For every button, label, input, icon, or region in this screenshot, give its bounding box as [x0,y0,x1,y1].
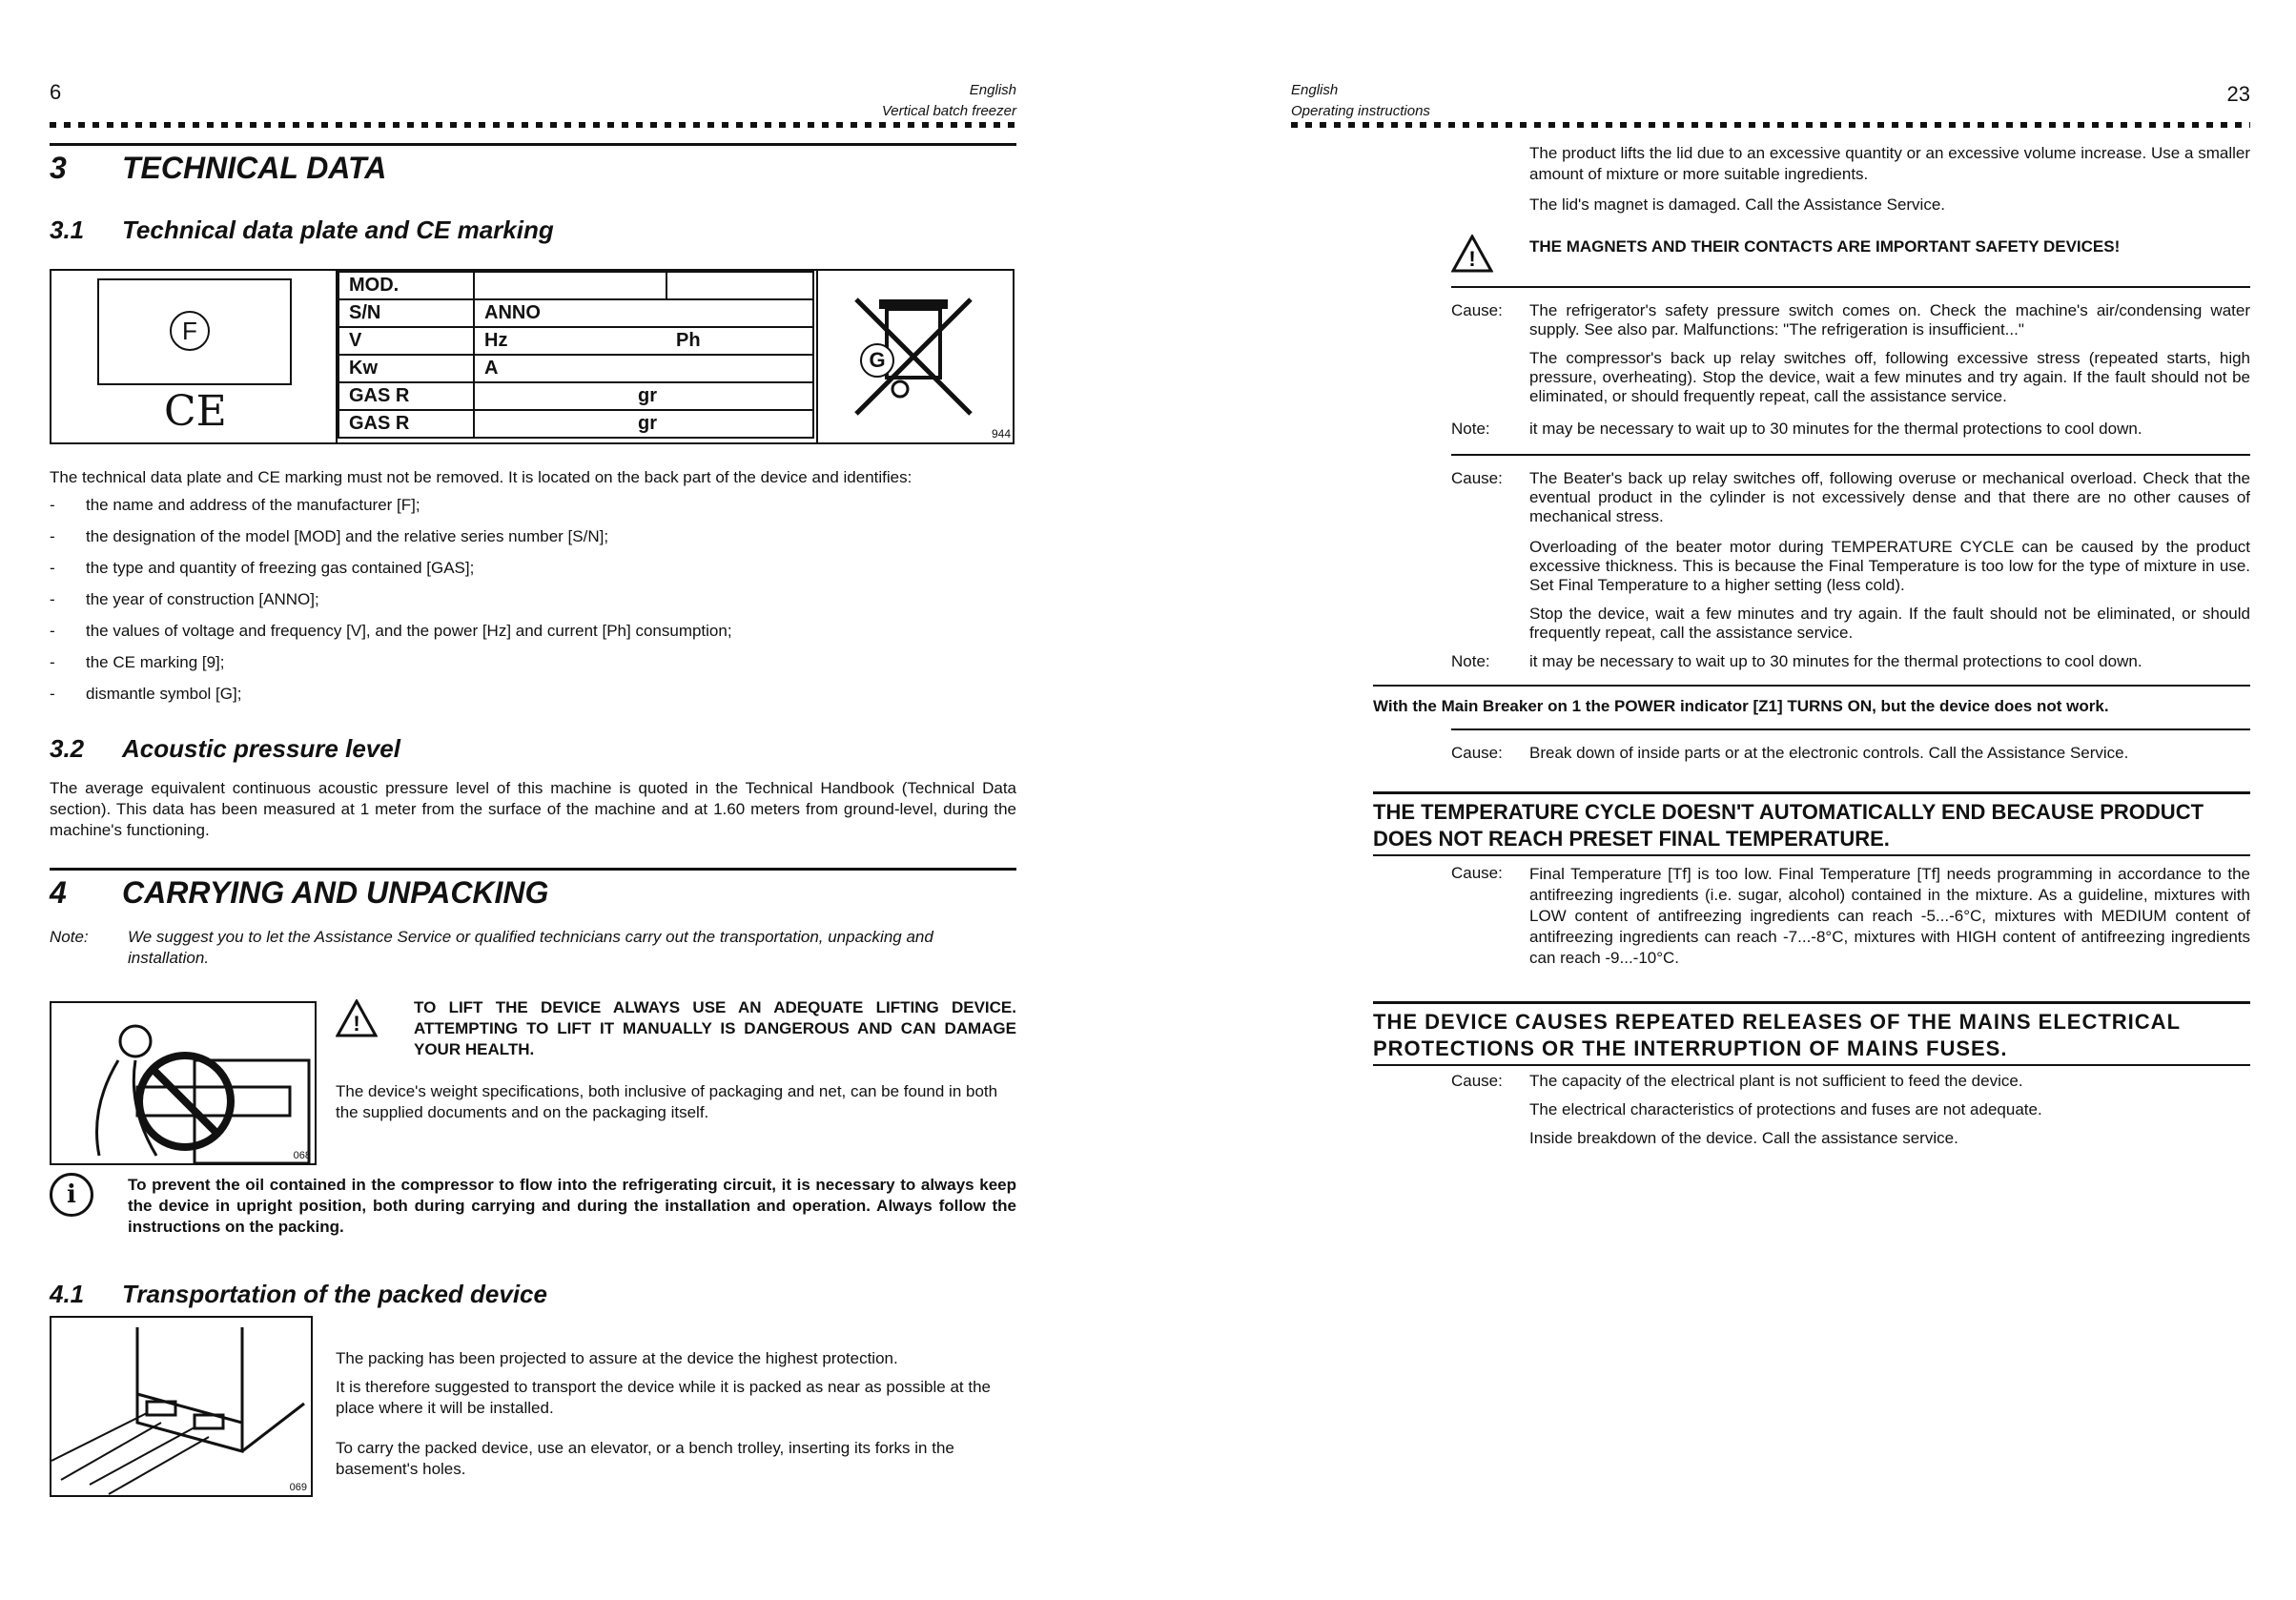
manufacturer-box [97,278,292,385]
cause-label: Cause: [1451,301,1503,319]
divider [1451,454,2250,456]
page-number-left: 6 [50,80,62,104]
warning-icon [336,999,378,1037]
header-language-right: English [1291,82,1339,98]
section-4-heading: 4 CARRYING AND UNPACKING [50,875,549,910]
lifting-warning: TO LIFT THE DEVICE ALWAYS USE AN ADEQUATE LIFTING DEVICE. ATTEMPTING TO LIFT IT MANUALLY IS DANGEROUS AND CAN DAMAGE YOUR HEALTH. [414,998,1016,1058]
svg-text:!: ! [353,1012,360,1036]
header-language-left: English [969,82,1016,98]
figure-number: 068 [293,1150,311,1161]
list-item: - the type and quantity of freezing gas contained [GAS]; [50,559,475,577]
list-item: - the name and address of the manufacturer [F]; [50,496,420,514]
plate-marking-box [51,271,338,442]
plate-intro-text: The technical data plate and CE marking must not be removed. It is located on the back part of the device and identifies: [50,468,912,486]
forklift-pallet-illustration [51,1318,311,1495]
acoustic-text: The average equivalent continuous acoustic pressure level of this machine is quoted in the Technical Handbook (Technical Data section). This data has been measured at 1 meter from the surface of the machine and at 1.60 meters from ground-level, during the machine's functioning. [50,779,1016,839]
divider [1373,854,2250,856]
note-label: Note: [1451,420,1490,438]
note-label: Note: [1451,652,1490,670]
section-3-1-heading: 3.1 Technical data plate and CE marking [50,215,554,244]
header-dotted-rule-left [50,122,1016,128]
list-item: - the values of voltage and frequency [V], and the power [Hz] and current [Ph] consumption; [50,622,732,640]
list-item: - dismantle symbol [G]; [50,685,242,703]
warning-icon [1451,235,1493,273]
technical-data-plate [50,269,1015,444]
info-icon: i [50,1173,93,1217]
dismantle-symbol-box [816,271,1015,442]
section-rule [50,868,1016,871]
cause-text: Overloading of the beater motor during TEMPERATURE CYCLE can be caused by the product excessive thickness. This is because the Final Temperature is too low for the type of mixture in use. Set Final Temperature to a higher setting (less cold). [1529,538,2250,594]
cause-text: Stop the device, wait a few minutes and try again. If the fault should not be eliminated, or should frequently repeat, call the assistance service. [1529,605,2250,642]
transport-text-2: It is therefore suggested to transport the device while it is packed as near as possible at the place where it will be installed. [336,1378,991,1417]
plate-row: MOD. [338,272,813,299]
cause-label: Cause: [1451,469,1503,487]
section-3-heading: 3 TECHNICAL DATA [50,151,387,185]
list-item: - the CE marking [9]; [50,653,225,671]
section-rule [50,143,1016,146]
lifting-figure [50,1001,317,1165]
cause-label: Cause: [1451,864,1503,882]
figure-number: 069 [289,1482,307,1493]
mains-protection-heading: THE DEVICE CAUSES REPEATED RELEASES OF THE MAINS ELECTRICAL PROTECTIONS OR THE INTERRUPTION OF MAINS FUSES. [1373,1010,2181,1060]
section-3-2-heading: 3.2 Acoustic pressure level [50,734,400,763]
lid-lift-text: The product lifts the lid due to an excessive quantity or an excessive volume increase. Use a smaller amount of mixture or more suitable ingredients. [1529,144,2250,183]
ce-mark: CE [164,387,227,436]
crossed-bin-icon [818,271,1015,442]
page-number-right: 23 [2226,82,2250,106]
plate-identifies-list [50,496,1016,716]
cause-text: The electrical characteristics of protections and fuses are not adequate. [1529,1100,2042,1118]
weight-text: The device's weight specifications, both inclusive of packaging and net, can be found in both the supplied documents and on the packaging itself. [336,1082,998,1121]
note-text: We suggest you to let the Assistance Service or qualified technicians carry out the transportation, unpacking and installation. [128,928,933,967]
plate-row: GAS R gr [338,382,813,410]
section-rule [1373,1001,2250,1004]
note-text: it may be necessary to wait up to 30 minutes for the thermal protections to cool down. [1529,652,2142,670]
cause-label: Cause: [1451,744,1503,762]
cause-text: The compressor's back up relay switches off, following excessive stress (repeated starts, high pressure, overheating). Stop the device, wait a few minutes and try again. If the fault should not be eliminated, or should frequently repeat, call the assistance service. [1529,349,2250,405]
lid-magnet-text: The lid's magnet is damaged. Call the Assistance Service. [1529,195,1946,214]
section-4-1-heading: 4.1 Transportation of the packed device [50,1280,547,1308]
plate-fields-table [338,271,814,439]
divider [1451,728,2250,730]
cause-text: The capacity of the electrical plant is not sufficient to feed the device. [1529,1072,2023,1090]
list-item: - the designation of the model [MOD] and the relative series number [S/N]; [50,527,609,545]
oil-info-text: To prevent the oil contained in the compressor to flow into the refrigerating circuit, it is necessary to always keep the device in upright position, both during carrying and during the installation and operation. Always follow the instructions on the packing. [128,1176,1016,1236]
manufacturer-f-symbol: F [170,311,210,351]
svg-text:!: ! [1468,247,1476,271]
plate-row: GAS R gr [338,410,813,438]
temperature-cycle-heading: THE TEMPERATURE CYCLE DOESN'T AUTOMATICALLY END BECAUSE PRODUCT DOES NOT REACH PRESET FINAL TEMPERATURE. [1373,800,2204,851]
divider [1373,1064,2250,1066]
transport-text-3: To carry the packed device, use an elevator, or a bench trolley, inserting its forks in the basement's holes. [336,1439,954,1478]
list-item: - the year of construction [ANNO]; [50,590,319,608]
divider [1373,685,2250,687]
main-breaker-heading: With the Main Breaker on 1 the POWER indicator [Z1] TURNS ON, but the device does not work. [1373,697,2109,715]
cause-text: Final Temperature [Tf] is too low. Final Temperature [Tf] needs programming in accordance to the antifreezing ingredients (i.e. sugar, alcohol) contained in the mixture. As a guideline, mixtures with LOW content of antifreezing ingredients can reach -5...-6°C, mixtures with MEDIUM content of antifreezing ingredients can reach -7...-8°C, mixtures with HIGH content of antifreezing ingredients can reach -9...-10°C. [1529,865,2250,967]
section-rule [1373,791,2250,794]
plate-row: S/N ANNO [338,299,813,327]
pallet-figure [50,1316,313,1497]
plate-row: V Hz Ph [338,327,813,355]
note-text: it may be necessary to wait up to 30 minutes for the thermal protections to cool down. [1529,420,2142,438]
cause-label: Cause: [1451,1072,1503,1090]
cause-text: Break down of inside parts or at the electronic controls. Call the Assistance Service. [1529,744,2129,762]
dismantle-g-symbol: G [860,343,894,378]
figure-number: 944 [991,427,1011,441]
no-manual-lifting-illustration [51,1003,315,1163]
transport-text-1: The packing has been projected to assure at the device the highest protection. [336,1349,898,1367]
magnets-warning: THE MAGNETS AND THEIR CONTACTS ARE IMPORTANT SAFETY DEVICES! [1529,237,2121,256]
header-subtitle-right: Operating instructions [1291,103,1430,119]
header-subtitle-left: Vertical batch freezer [881,103,1016,119]
cause-text: The Beater's back up relay switches off, following overuse or mechanical overload. Check that the eventual product in the cylinder is not excessively dense and that there are no other causes of mechanical stress. [1529,469,2250,525]
note-label: Note: [50,928,89,946]
cause-text: The refrigerator's safety pressure switch comes on. Check the machine's air/condensing water supply. See also par. Malfunctions: "The refrigeration is insufficient..." [1529,301,2250,338]
plate-row: Kw A [338,355,813,382]
divider [1451,286,2250,288]
header-dotted-rule-right [1291,122,2250,128]
cause-text: Inside breakdown of the device. Call the assistance service. [1529,1129,1958,1147]
